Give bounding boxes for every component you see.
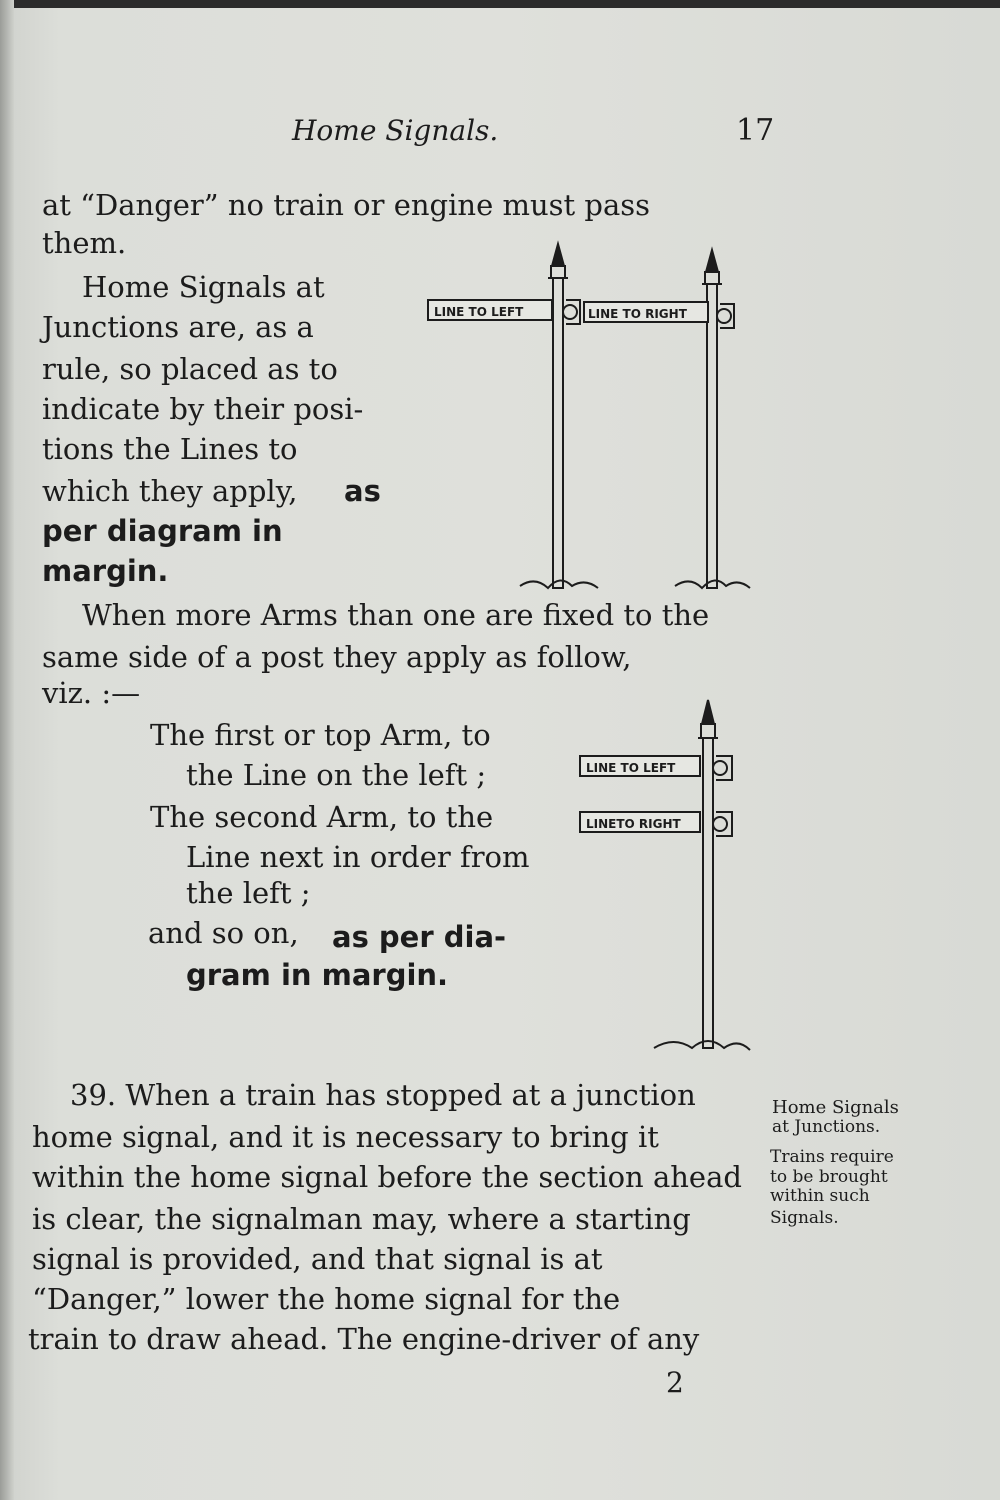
margin-note-line: within such <box>770 1186 870 1206</box>
arm-label-top: LINE TO LEFT <box>586 761 676 775</box>
margin-note-line: Home Signals <box>772 1097 899 1118</box>
margin-note-line: to be brought <box>770 1167 888 1187</box>
text-line-bold: per diagram in <box>42 514 283 548</box>
margin-note-line: at Junctions. <box>772 1117 881 1137</box>
arm-label-bottom: LINETO RIGHT <box>586 817 681 831</box>
text-line: the Line on the left ; <box>186 758 487 792</box>
arm-label-left: LINE TO LEFT <box>434 305 524 319</box>
page-gutter <box>0 0 14 1500</box>
text-line: train to draw ahead. The engine-driver of any <box>28 1322 700 1356</box>
text-line: The first or top Arm, to <box>150 718 491 752</box>
junction-signal-diagram <box>420 236 760 596</box>
text-line-bold: margin. <box>42 554 169 588</box>
text-line: The second Arm, to the <box>150 800 494 834</box>
page-top-edge <box>0 0 1000 8</box>
text-line: Line next in order from <box>186 840 530 874</box>
text-line: home signal, and it is necessary to bring it <box>32 1120 659 1154</box>
arm-label-right: LINE TO RIGHT <box>588 307 687 321</box>
margin-note-line: Signals. <box>770 1208 839 1228</box>
text-line: “Danger,” lower the home signal for the <box>32 1282 621 1316</box>
text-line: same side of a post they apply as follow, <box>42 640 632 674</box>
text-line: signal is provided, and that signal is at <box>32 1242 603 1276</box>
running-title: Home Signals. <box>292 114 499 147</box>
text-line-bold: gram in margin. <box>186 958 449 992</box>
signature-mark: 2 <box>666 1366 684 1399</box>
text-line: within the home signal before the section ahead <box>32 1160 742 1194</box>
text-line: 39. When a train has stopped at a junction <box>70 1078 696 1112</box>
text-line: When more Arms than one are fixed to the <box>82 598 710 632</box>
text-line: tions the Lines to <box>42 432 298 466</box>
text-line: and so on, <box>148 916 299 950</box>
text-line-bold: as per dia- <box>332 920 507 954</box>
text-line: indicate by their posi- <box>42 392 364 426</box>
text-line-bold: as <box>344 474 381 508</box>
text-line: them. <box>42 226 127 260</box>
text-line: rule, so placed as to <box>42 352 338 386</box>
text-line: the left ; <box>186 876 311 910</box>
text-line: at “Danger” no train or engine must pass <box>42 188 650 222</box>
text-line: Junctions are, as a <box>42 310 314 344</box>
text-line: is clear, the signalman may, where a starting <box>32 1202 691 1236</box>
page-number: 17 <box>736 113 775 148</box>
text-line: viz. :— <box>42 676 141 710</box>
stacked-arms-signal-diagram <box>574 692 754 1062</box>
text-line: Home Signals at <box>82 270 325 304</box>
text-line: which they apply, <box>42 474 298 508</box>
margin-note-line: Trains require <box>770 1147 894 1167</box>
